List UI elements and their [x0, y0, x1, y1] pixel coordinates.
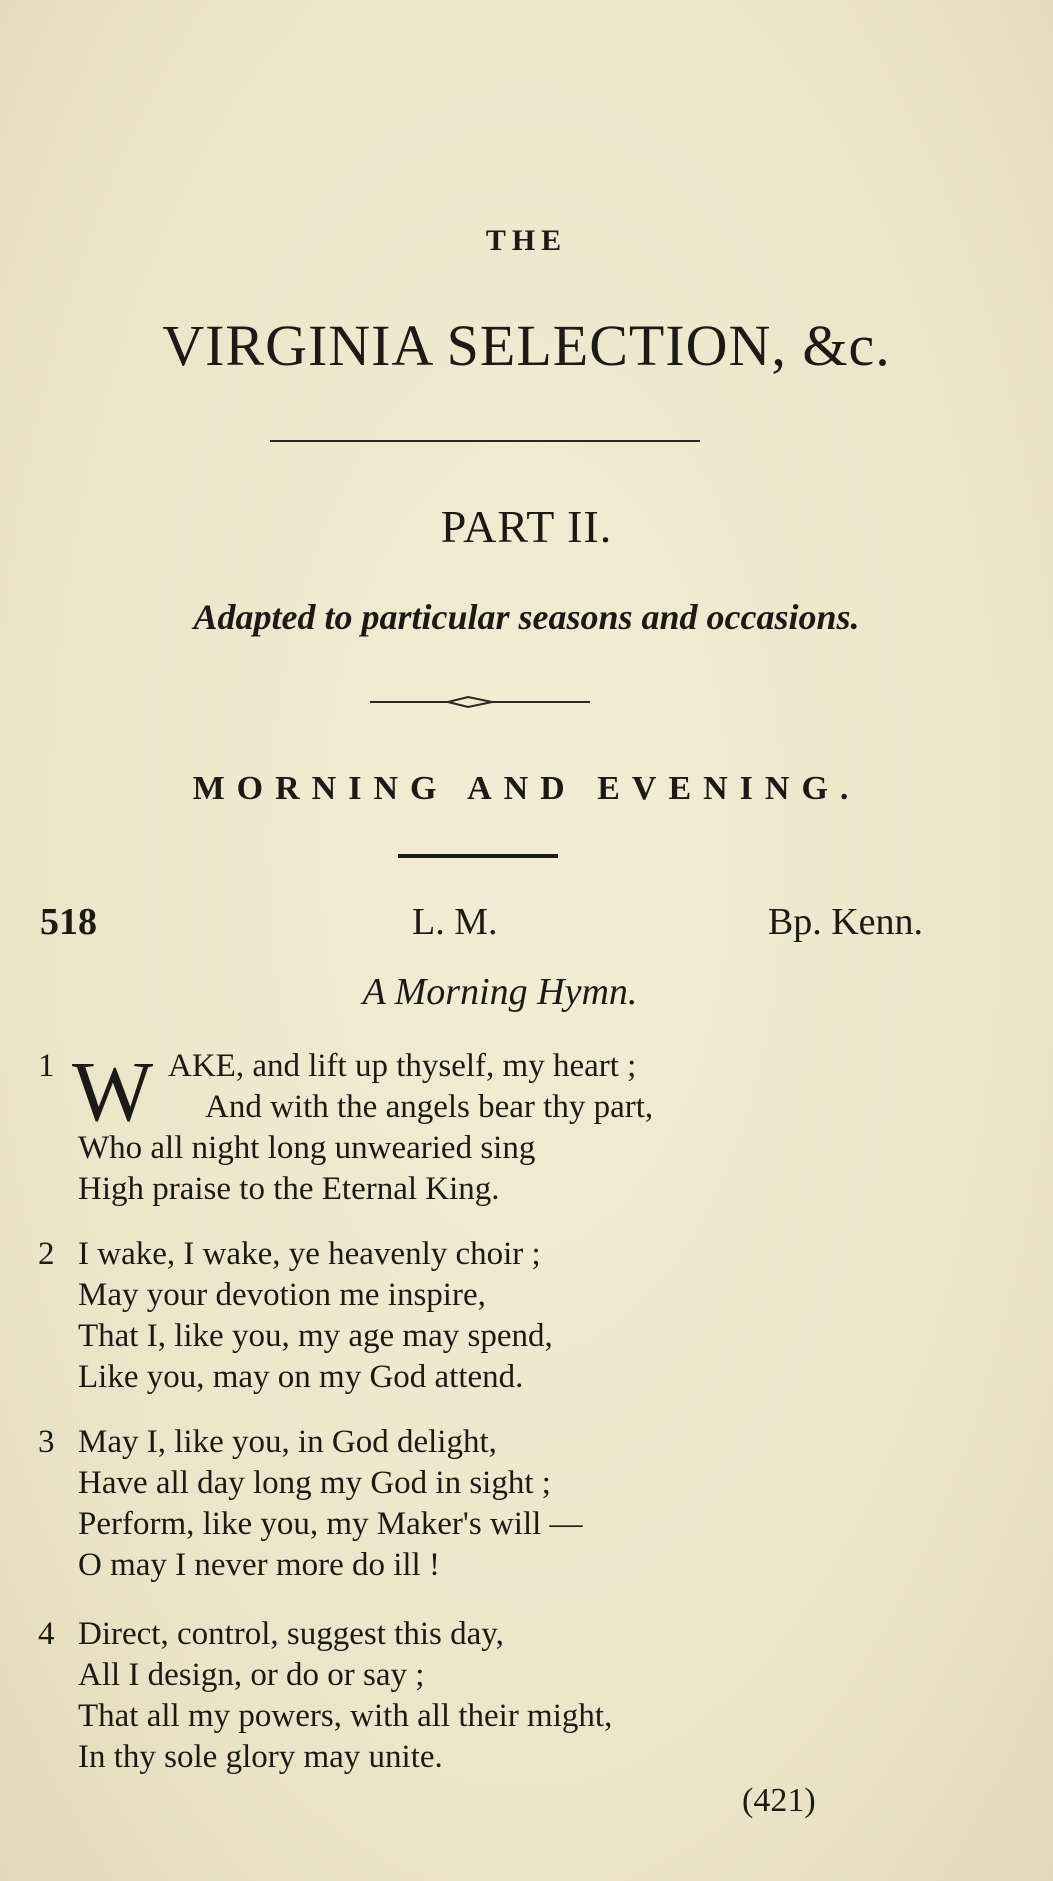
stanza-line: Who all night long unwearied sing [78, 1130, 536, 1166]
part-subtitle: Adapted to particular seasons and occasions. [193, 597, 860, 637]
stanza-line: Perform, like you, my Maker's will — [78, 1506, 583, 1542]
stanza-line: Have all day long my God in sight ; [78, 1465, 551, 1501]
section-heading: MORNING AND EVENING. [192, 770, 861, 807]
title-rule [270, 440, 700, 442]
hymn-title: A Morning Hymn. [362, 971, 638, 1013]
hymn-author: Bp. Kenn. [767, 901, 923, 943]
page-number: (421) [742, 1782, 816, 1819]
hymn-number: 518 [40, 901, 97, 943]
stanza-line: And with the angels bear thy part, [205, 1089, 654, 1125]
stanza-number: 3 [38, 1424, 55, 1460]
stanza-line: May I, like you, in God delight, [78, 1424, 497, 1460]
stanza-line: May your devotion me inspire, [78, 1277, 486, 1313]
stanza-line: That I, like you, my age may spend, [78, 1318, 553, 1354]
stanza-line: In thy sole glory may unite. [78, 1739, 443, 1775]
book-title: VIRGINIA SELECTION, &c. [162, 313, 891, 378]
stanza-number: 4 [38, 1616, 55, 1652]
drop-cap: W [72, 1043, 154, 1139]
stanza-number: 2 [38, 1236, 55, 1272]
part-heading: PART II. [440, 501, 613, 552]
section-rule [398, 854, 558, 858]
stanza-number: 1 [38, 1048, 55, 1084]
stanza-line: That all my powers, with all their might, [78, 1698, 613, 1734]
stanza-line: High praise to the Eternal King. [78, 1171, 500, 1207]
header-the: THE [485, 224, 568, 257]
hymn-meter: L. M. [412, 901, 498, 943]
stanza-line: AKE, and lift up thyself, my heart ; [168, 1048, 637, 1084]
stanza-line: All I design, or do or say ; [78, 1657, 425, 1693]
stanza-line: Direct, control, suggest this day, [78, 1616, 504, 1652]
ornament-rule-icon [370, 694, 590, 710]
stanza-line: Like you, may on my God attend. [78, 1359, 524, 1395]
stanza-line: I wake, I wake, ye heavenly choir ; [78, 1236, 541, 1272]
stanza-line: O may I never more do ill ! [78, 1547, 440, 1583]
